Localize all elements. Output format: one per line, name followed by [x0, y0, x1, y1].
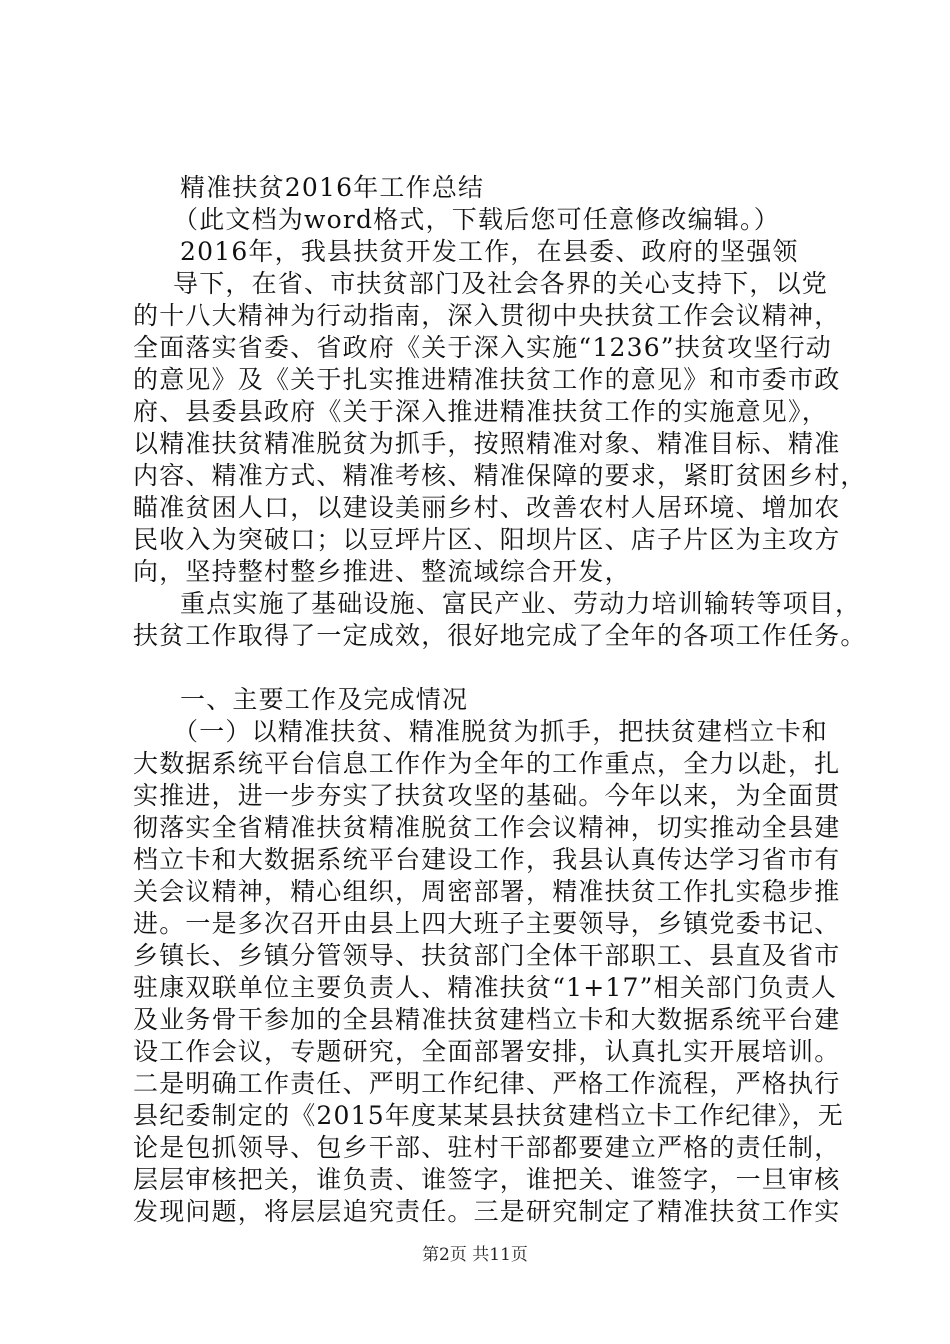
- page-number: 第2页 共11页: [422, 1245, 528, 1265]
- paragraph-line: （一）以精准扶贫、精准脱贫为抓手，把扶贫建档立卡和: [173, 717, 829, 746]
- paragraph-line: 全面落实省委、省政府《关于深入实施“1236”扶贫攻坚行动: [133, 333, 832, 362]
- paragraph-line: 的意见》及《关于扎实推进精准扶贫工作的意见》和市委市政: [133, 365, 841, 394]
- paragraph-line: 县纪委制定的《2015年度某某县扶贫建档立卡工作纪律》，无: [133, 1101, 844, 1130]
- paragraph-line: 府、县委县政府《关于深入推进精准扶贫工作的实施意见》，: [133, 397, 828, 426]
- paragraph-line: 的十八大精神为行动指南，深入贯彻中央扶贫工作会议精神，: [133, 301, 841, 330]
- paragraph-line: 大数据系统平台信息工作作为全年的工作重点，全力以赴，扎: [133, 749, 841, 778]
- paragraph-3: [133, 716, 844, 1228]
- paragraph-line: 彻落实全省精准扶贫精准脱贫工作会议精神，切实推动全县建: [133, 813, 841, 842]
- paragraph-line: 关会议精神，精心组织，周密部署，精准扶贫工作扎实稳步推: [133, 877, 841, 906]
- format-note: （此文档为word格式，下载后您可任意修改编辑。）: [173, 205, 780, 234]
- paragraph-line: 设工作会议，专题研究，全面部署安排，认真扎实开展培训。: [133, 1037, 841, 1066]
- paragraph-line: 发现问题，将层层追究责任。三是研究制定了精准扶贫工作实: [133, 1197, 841, 1226]
- paragraph-line: 实推进，进一步夯实了扶贫攻坚的基础。今年以来，为全面贯: [133, 781, 841, 810]
- paragraph-line: 以精准扶贫精准脱贫为抓手，按照精准对象、精准目标、精准: [133, 429, 841, 458]
- paragraph-line: 档立卡和大数据系统平台建设工作，我县认真传达学习省市有: [133, 845, 841, 874]
- paragraph-line: 扶贫工作取得了一定成效，很好地完成了全年的各项工作任务。: [133, 621, 867, 650]
- paragraph-line: 瞄准贫困人口，以建设美丽乡村、改善农村人居环境、增加农: [133, 493, 841, 522]
- paragraph-2: [133, 588, 867, 652]
- paragraph-line: 乡镇长、乡镇分管领导、扶贫部门全体干部职工、县直及省市: [133, 941, 841, 970]
- document-body: [133, 172, 867, 1228]
- paragraph-line: 导下，在省、市扶贫部门及社会各界的关心支持下，以党: [173, 269, 829, 298]
- paragraph-line: 驻康双联单位主要负责人、精准扶贫“1+17”相关部门负责人: [133, 973, 838, 1002]
- section-heading: 一、主要工作及完成情况: [180, 685, 469, 714]
- paragraph-spacer: [133, 652, 833, 684]
- page-footer: [0, 1244, 950, 1266]
- paragraph-line: 论是包抓领导、包乡干部、驻村干部都要建立严格的责任制，: [133, 1133, 841, 1162]
- paragraph-line: 民收入为突破口；以豆坪片区、阳坝片区、店子片区为主攻方: [133, 525, 841, 554]
- paragraph-line: 2016年，我县扶贫开发工作，在县委、政府的坚强领: [180, 237, 799, 266]
- document-title: 精准扶贫2016年工作总结: [180, 173, 485, 202]
- paragraph-line: 及业务骨干参加的全县精准扶贫建档立卡和大数据系统平台建: [133, 1005, 841, 1034]
- paragraph-line: 二是明确工作责任、严明工作纪律、严格工作流程，严格执行: [133, 1069, 841, 1098]
- paragraph-line: 层层审核把关，谁负责、谁签字，谁把关、谁签字，一旦审核: [133, 1165, 841, 1194]
- paragraph-line: 内容、精准方式、精准考核、精准保障的要求，紧盯贫困乡村，: [133, 461, 867, 490]
- paragraph-line: 向，坚持整村整乡推进、整流域综合开发，: [133, 557, 631, 586]
- paragraph-line: 重点实施了基础设施、富民产业、劳动力培训输转等项目，: [180, 589, 862, 618]
- paragraph-1: [133, 236, 867, 588]
- paragraph-line: 进。一是多次召开由县上四大班子主要领导，乡镇党委书记、: [133, 909, 841, 938]
